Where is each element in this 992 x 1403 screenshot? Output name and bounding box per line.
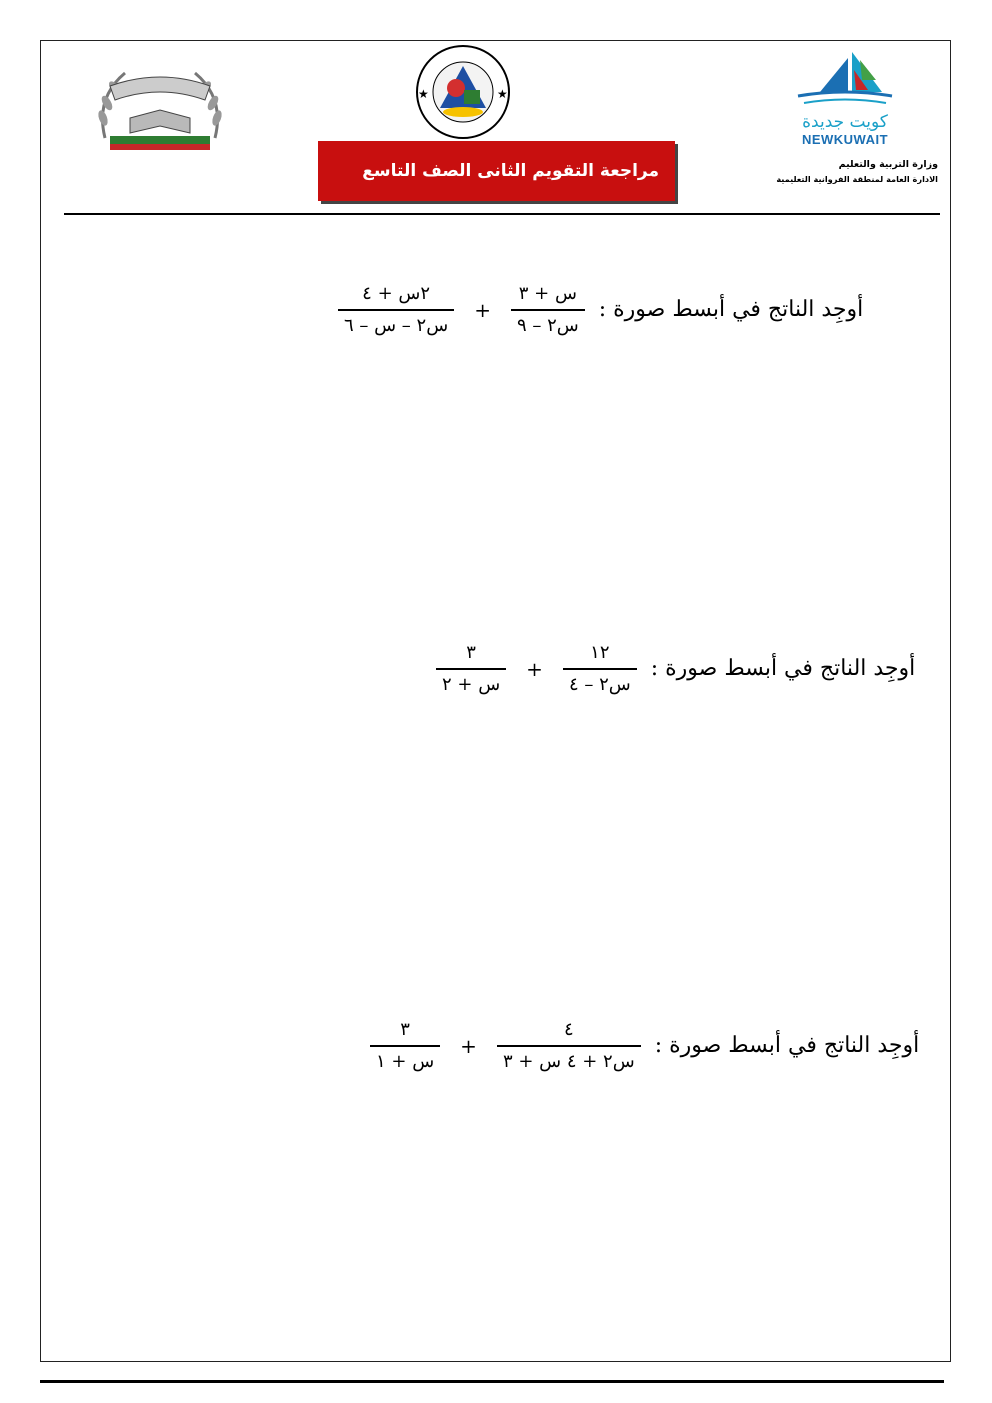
fraction-2 <box>370 1018 440 1074</box>
fraction-bar <box>436 668 506 670</box>
ministry-block <box>740 158 938 186</box>
exercise-1 <box>338 282 863 338</box>
exercise-prompt: أوجِد الناتج في أبسط صورة : <box>598 297 864 323</box>
exercise-prompt: أوجِد الناتج في أبسط صورة : <box>650 656 916 682</box>
math-department-logo-icon <box>408 42 518 142</box>
ministry-name: وزارة التربية والتعليم <box>838 159 938 170</box>
fraction-bar <box>511 309 585 311</box>
svg-text:★: ★ <box>497 87 508 101</box>
fraction-denominator: س٢ + ٤ س + ٣ <box>502 1050 635 1072</box>
fraction-2 <box>436 641 506 697</box>
plus-operator: + <box>526 656 543 681</box>
fraction-denominator: س٢ – ٩ <box>516 314 579 336</box>
fraction-1 <box>563 641 637 697</box>
fraction-bar <box>370 1045 440 1047</box>
svg-text:★: ★ <box>418 87 429 101</box>
fraction-denominator: س + ١ <box>376 1050 435 1072</box>
fraction-bar <box>497 1045 641 1047</box>
fraction-2 <box>338 282 454 338</box>
fraction-bar <box>338 309 454 311</box>
page-title: مراجعة التقويم الثانى الصف التاسع <box>362 161 659 181</box>
fraction-denominator: س٢ – س – ٦ <box>344 314 449 336</box>
new-kuwait-latin-text: NEWKUWAIT <box>801 132 889 147</box>
fraction-numerator: ٢س + ٤ <box>362 283 431 304</box>
fraction-numerator: ٤ <box>563 1019 574 1040</box>
new-kuwait-arabic-text: كويت جديدة <box>802 112 888 132</box>
directorate-name: الادارة العامة لمنطقة الفروانية التعليمية <box>776 174 938 184</box>
fraction-numerator: ٣ <box>400 1019 410 1040</box>
school-emblem-icon <box>85 58 235 158</box>
fraction-1 <box>511 282 585 338</box>
fraction-numerator: ٣ <box>466 642 476 663</box>
exercise-prompt: أوجِد الناتج في أبسط صورة : <box>654 1033 920 1059</box>
fraction-denominator: س٢ – ٤ <box>568 673 631 695</box>
plus-operator: + <box>460 1033 477 1058</box>
fraction-bar <box>563 668 637 670</box>
footer-divider <box>40 1380 944 1383</box>
title-banner <box>318 141 675 201</box>
exercise-2 <box>436 641 915 697</box>
page-frame <box>40 40 951 1362</box>
fraction-1 <box>497 1018 641 1074</box>
fraction-denominator: س + ٢ <box>442 673 501 695</box>
fraction-numerator: ١٢ <box>590 642 610 663</box>
header-divider <box>64 213 940 215</box>
exercise-3 <box>370 1018 919 1074</box>
fraction-numerator: س + ٣ <box>518 283 577 304</box>
plus-operator: + <box>474 297 491 322</box>
new-kuwait-sail-logo-icon <box>790 50 900 110</box>
